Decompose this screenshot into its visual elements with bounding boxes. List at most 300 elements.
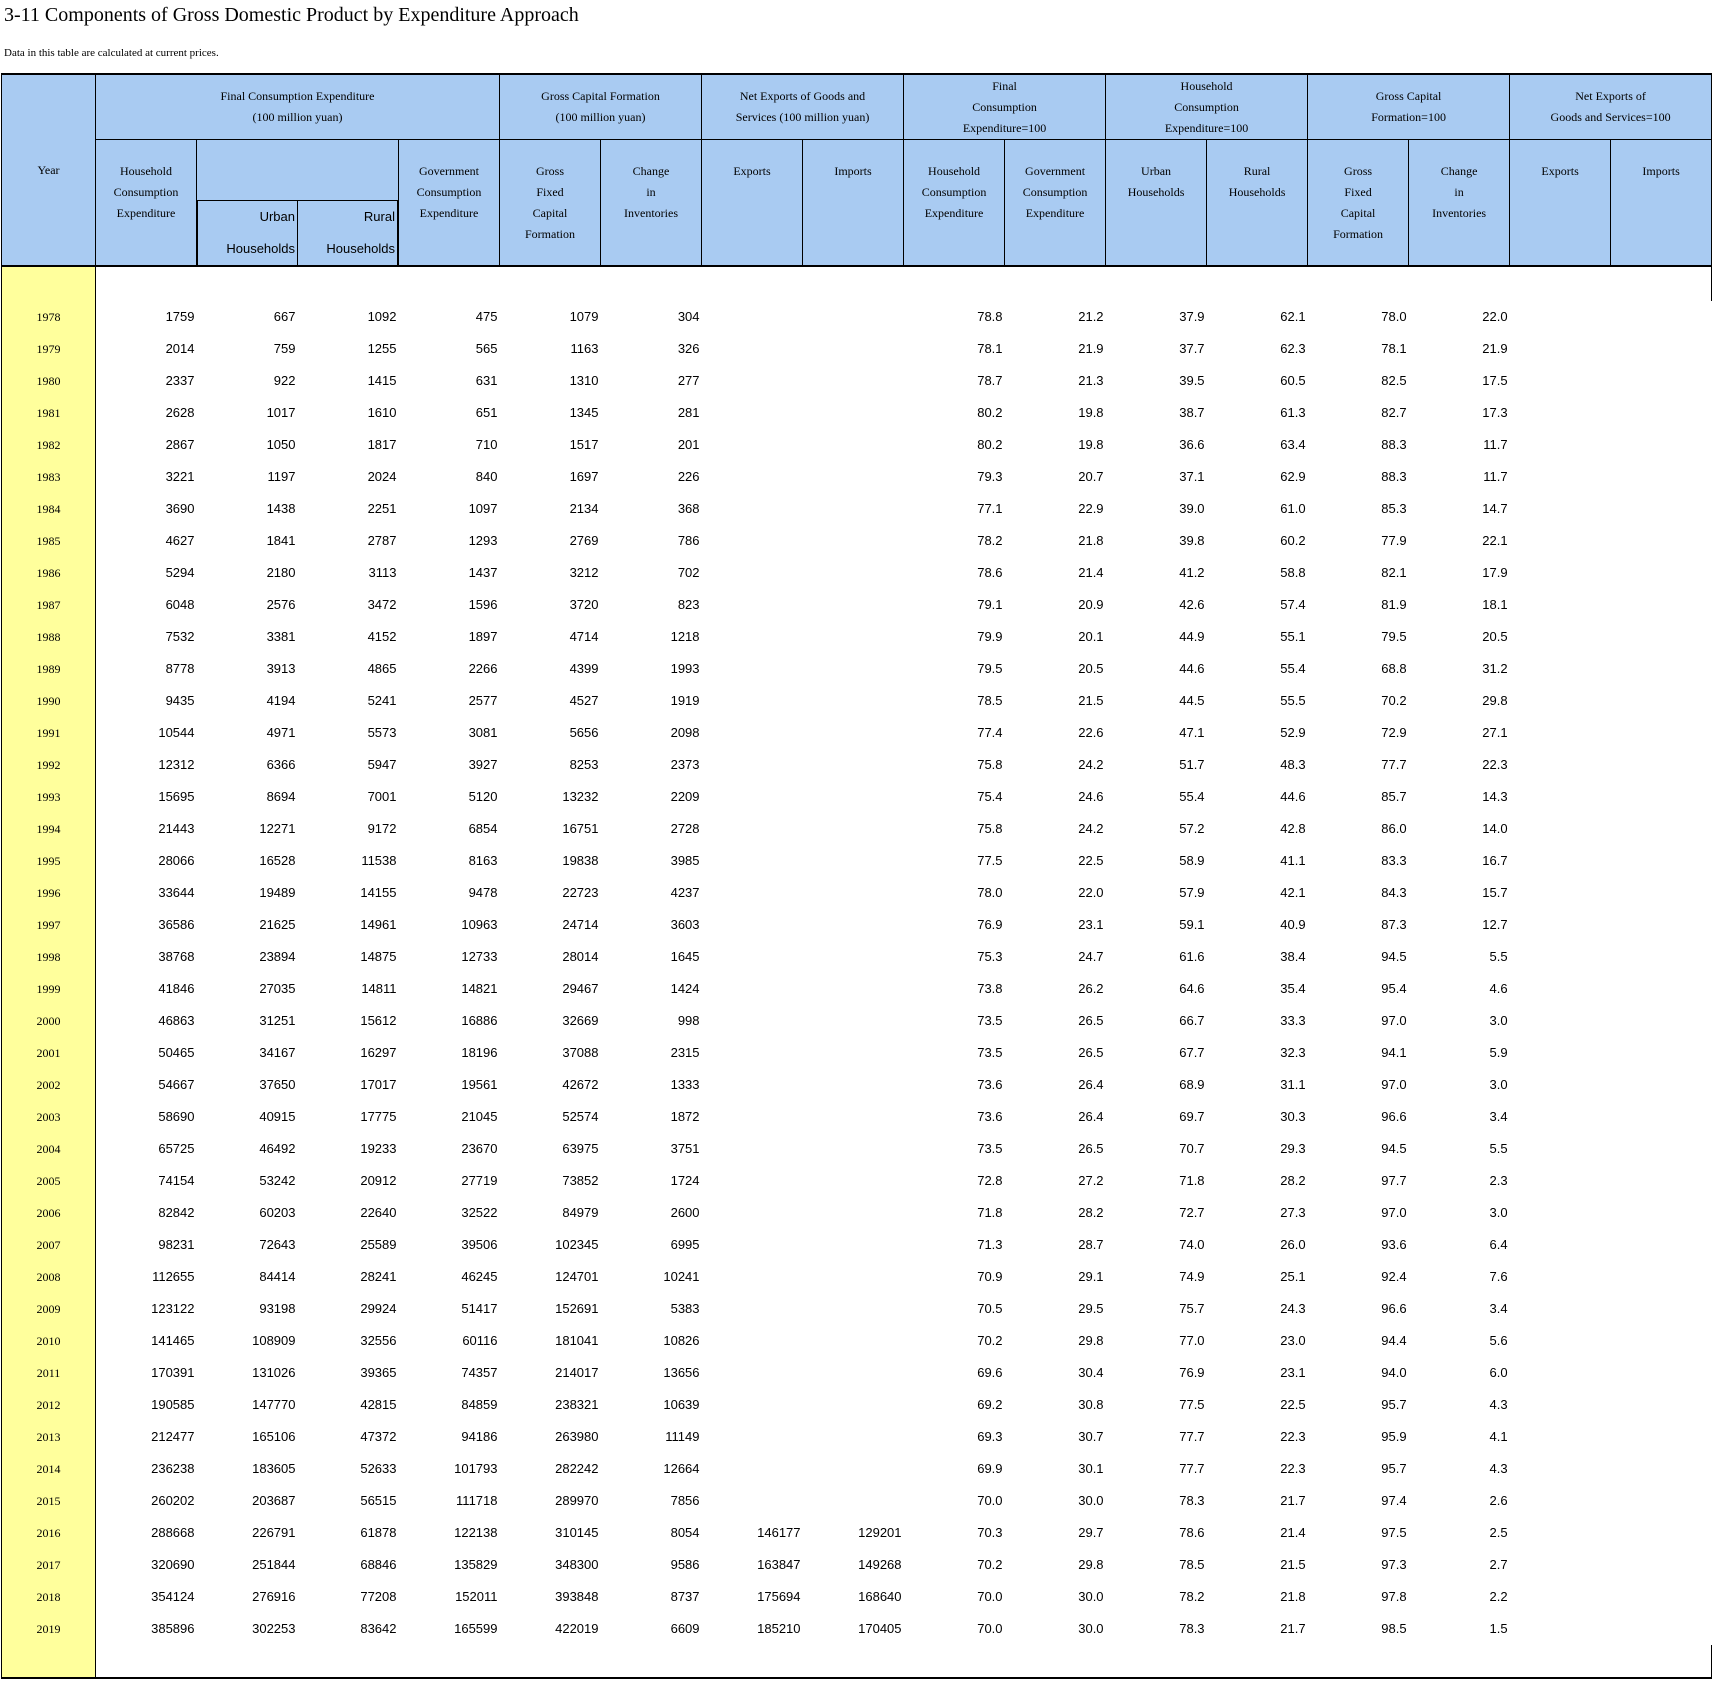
table-cell: 29.8 (1078, 1333, 1104, 1348)
table-cell: 475 (475, 309, 498, 324)
cell-year: 2017 (2, 1549, 96, 1581)
table-cell: 2577 (468, 693, 498, 708)
table-cell (803, 1453, 904, 1485)
table-cell: 72.7 (1179, 1205, 1205, 1220)
table-cell: 97.0 (1381, 1077, 1407, 1092)
table-cell (1510, 429, 1611, 461)
table-cell: 1897 (468, 629, 498, 644)
table-cell: 20.9 (1078, 597, 1104, 612)
table-cell (702, 749, 803, 781)
table-cell: 2251 (367, 501, 397, 516)
table-cell: 84859 (461, 1397, 498, 1412)
table-cell (1510, 365, 1611, 397)
table-cell: 1817 (367, 437, 397, 452)
table-row (2, 1037, 1712, 1069)
table-cell: 28.2 (1280, 1173, 1306, 1188)
table-cell: 26.5 (1078, 1045, 1104, 1060)
table-cell: 66.7 (1179, 1013, 1205, 1028)
table-cell: 73852 (562, 1173, 599, 1188)
cell-year: 1979 (2, 333, 96, 365)
table-cell: 1050 (266, 437, 296, 452)
table-cell: 8778 (96, 653, 197, 685)
table-cell: 21.2 (1078, 309, 1104, 324)
header-household-consumption-pct: Household Consumption Expenditure=100 (1106, 74, 1308, 140)
table-cell: 77208 (360, 1589, 397, 1604)
table-cell: 17775 (360, 1109, 397, 1124)
table-cell: 98.5 (1381, 1621, 1407, 1636)
table-cell: 20.5 (1482, 629, 1508, 644)
table-cell: 146177 (757, 1525, 801, 1540)
table-cell: 65725 (96, 1133, 197, 1165)
table-cell: 78.5 (1179, 1557, 1205, 1572)
table-cell: 17.3 (1482, 405, 1508, 420)
table-cell: 41846 (96, 973, 197, 1005)
table-cell: 1424 (670, 981, 700, 996)
table-cell: 79.3 (977, 469, 1003, 484)
table-cell: 28066 (96, 845, 197, 877)
table-cell: 42.1 (1280, 885, 1306, 900)
table-cell: 97.4 (1381, 1493, 1407, 1508)
table-cell: 5947 (367, 757, 397, 772)
table-cell: 5.6 (1489, 1333, 1508, 1348)
table-cell (1611, 877, 1712, 909)
cell-year: 2003 (2, 1101, 96, 1133)
table-cell (803, 1293, 904, 1325)
table-cell: 39.8 (1179, 533, 1205, 548)
table-cell (1510, 1197, 1611, 1229)
table-cell: 2098 (670, 725, 700, 740)
table-cell (1510, 301, 1611, 333)
cell-year: 2014 (2, 1453, 96, 1485)
table-cell: 60.5 (1280, 373, 1306, 388)
table-cell (1611, 1069, 1712, 1101)
table-cell: 70.2 (1381, 693, 1407, 708)
table-cell: 26.0 (1280, 1237, 1306, 1252)
table-cell: 9478 (468, 885, 498, 900)
table-cell: 98231 (96, 1229, 197, 1261)
table-cell (702, 1421, 803, 1453)
table-cell: 70.0 (977, 1621, 1003, 1636)
table-cell (1510, 1325, 1611, 1357)
table-cell: 226791 (252, 1525, 296, 1540)
table-cell (803, 365, 904, 397)
table-cell: 1345 (569, 405, 599, 420)
table-cell: 3927 (468, 757, 498, 772)
table-cell (702, 1261, 803, 1293)
table-cell: 22.5 (1078, 853, 1104, 868)
cell-year: 2007 (2, 1229, 96, 1261)
table-cell (702, 1357, 803, 1389)
table-row (2, 1165, 1712, 1197)
table-cell: 8694 (266, 789, 296, 804)
table-row (2, 845, 1712, 877)
table-cell: 28.2 (1078, 1205, 1104, 1220)
table-cell: 1163 (570, 341, 599, 356)
table-cell (1510, 557, 1611, 589)
table-cell: 8253 (569, 757, 599, 772)
cell-year: 2016 (2, 1517, 96, 1549)
table-cell: 37088 (562, 1045, 599, 1060)
table-cell: 33644 (96, 877, 197, 909)
table-cell: 27035 (259, 981, 296, 996)
table-cell: 48.3 (1280, 757, 1306, 772)
table-cell: 4399 (569, 661, 599, 676)
table-cell: 1438 (266, 501, 296, 516)
table-cell: 31.2 (1482, 661, 1508, 676)
table-cell: 17017 (360, 1077, 397, 1092)
table-cell: 17.9 (1482, 565, 1508, 580)
cell-year: 1982 (2, 429, 96, 461)
table-cell (1611, 397, 1712, 429)
table-cell: 131026 (252, 1365, 296, 1380)
table-row (2, 1485, 1712, 1517)
cell-year: 1993 (2, 781, 96, 813)
table-cell: 71.8 (977, 1205, 1003, 1220)
table-cell: 276916 (252, 1589, 296, 1604)
table-cell (1510, 461, 1611, 493)
table-cell: 77.4 (977, 725, 1003, 740)
table-cell (803, 1069, 904, 1101)
table-cell: 14961 (360, 917, 397, 932)
header-household-split (197, 140, 399, 267)
table-cell (702, 781, 803, 813)
table-cell (702, 973, 803, 1005)
table-cell (1611, 621, 1712, 653)
table-cell (1611, 1005, 1712, 1037)
table-cell: 2628 (96, 397, 197, 429)
table-cell (1611, 1197, 1712, 1229)
table-cell: 95.7 (1381, 1397, 1407, 1412)
table-cell: 77.7 (1179, 1461, 1205, 1476)
header-household-consumption: Household Consumption Expenditure (96, 140, 197, 267)
table-cell: 22.0 (1078, 885, 1104, 900)
table-cell: 1293 (468, 533, 498, 548)
table-cell: 3.0 (1489, 1077, 1508, 1092)
table-row (2, 717, 1712, 749)
table-cell (1510, 909, 1611, 941)
table-cell: 84979 (562, 1205, 599, 1220)
table-cell: 667 (273, 309, 296, 324)
table-cell: 129201 (858, 1525, 902, 1540)
table-cell: 63975 (562, 1141, 599, 1156)
table-cell: 5383 (670, 1301, 700, 1316)
table-cell: 4865 (367, 661, 397, 676)
table-cell: 5573 (367, 725, 397, 740)
table-cell: 183605 (252, 1461, 296, 1476)
table-cell: 12312 (96, 749, 197, 781)
table-cell: 46245 (461, 1269, 498, 1284)
table-cell: 18.1 (1482, 597, 1508, 612)
cell-year: 1989 (2, 653, 96, 685)
table-cell: 68.8 (1381, 661, 1407, 676)
cell-year: 1990 (2, 685, 96, 717)
table-cell (1510, 813, 1611, 845)
table-cell: 75.8 (977, 821, 1003, 836)
table-cell: 6854 (468, 821, 498, 836)
table-cell: 21.8 (1078, 533, 1104, 548)
table-cell: 304 (677, 309, 700, 324)
header-pct-gross-fixed: Gross Fixed Capital Formation (1308, 140, 1409, 267)
table-cell (1510, 685, 1611, 717)
table-cell: 30.1 (1078, 1461, 1104, 1476)
table-cell: 9586 (670, 1557, 700, 1572)
header-pct-household: Household Consumption Expenditure (904, 140, 1005, 267)
table-cell: 15612 (360, 1013, 397, 1028)
table-cell: 23.0 (1280, 1333, 1306, 1348)
table-cell: 94186 (461, 1429, 498, 1444)
table-cell (1510, 1613, 1611, 1645)
table-cell (1510, 1357, 1611, 1389)
table-cell: 70.2 (977, 1557, 1003, 1572)
table-cell: 1841 (266, 533, 296, 548)
table-cell (803, 1101, 904, 1133)
table-cell: 16297 (360, 1045, 397, 1060)
table-cell: 44.5 (1179, 693, 1205, 708)
table-cell: 61878 (360, 1525, 397, 1540)
table-cell: 32669 (562, 1013, 599, 1028)
table-cell: 21045 (461, 1109, 498, 1124)
table-cell: 3.0 (1489, 1013, 1508, 1028)
table-cell (803, 1037, 904, 1069)
table-cell: 76.9 (1179, 1365, 1205, 1380)
table-cell (702, 589, 803, 621)
table-cell: 36586 (96, 909, 197, 941)
cell-year: 2012 (2, 1389, 96, 1421)
table-cell: 1437 (468, 565, 498, 580)
spacer-row (2, 266, 1712, 301)
table-cell (803, 909, 904, 941)
table-row (2, 557, 1712, 589)
table-row (2, 365, 1712, 397)
table-cell: 57.4 (1280, 597, 1306, 612)
header-pct-change-inventories: Change in Inventories (1409, 140, 1510, 267)
table-cell: 21.7 (1280, 1493, 1306, 1508)
table-cell: 78.1 (977, 341, 1003, 356)
table-row (2, 493, 1712, 525)
table-cell (803, 621, 904, 653)
table-cell: 18196 (461, 1045, 498, 1060)
table-cell: 47372 (360, 1429, 397, 1444)
table-cell (803, 973, 904, 1005)
table-cell: 2.5 (1489, 1525, 1508, 1540)
cell-year: 2001 (2, 1037, 96, 1069)
table-cell: 281 (677, 405, 700, 420)
table-cell: 61.0 (1280, 501, 1306, 516)
table-cell (1510, 1517, 1611, 1549)
table-cell: 70.7 (1179, 1141, 1205, 1156)
table-cell: 11.7 (1483, 437, 1508, 452)
table-cell (803, 1165, 904, 1197)
table-cell: 1517 (569, 437, 599, 452)
table-cell: 38.7 (1179, 405, 1205, 420)
table-row (2, 1357, 1712, 1389)
table-cell: 82.1 (1381, 565, 1407, 580)
table-cell: 61.3 (1280, 405, 1306, 420)
table-cell (702, 1197, 803, 1229)
table-cell: 74154 (96, 1165, 197, 1197)
table-cell: 73.6 (977, 1077, 1003, 1092)
table-cell (702, 813, 803, 845)
table-cell: 310145 (555, 1525, 599, 1540)
table-cell: 14.0 (1482, 821, 1508, 836)
table-cell: 23670 (461, 1141, 498, 1156)
cell-year: 2000 (2, 1005, 96, 1037)
table-cell: 28014 (562, 949, 599, 964)
table-cell: 40915 (259, 1109, 296, 1124)
table-cell (1510, 749, 1611, 781)
table-cell: 52.9 (1280, 725, 1306, 740)
cell-year: 2009 (2, 1293, 96, 1325)
table-cell: 2787 (367, 533, 397, 548)
table-cell: 4.6 (1489, 981, 1508, 996)
table-cell (803, 685, 904, 717)
cell-year: 2006 (2, 1197, 96, 1229)
table-row (2, 909, 1712, 941)
table-cell: 80.2 (977, 405, 1003, 420)
cell-year: 2015 (2, 1485, 96, 1517)
table-cell: 73.8 (977, 981, 1003, 996)
table-cell (803, 429, 904, 461)
table-cell (1611, 1613, 1712, 1645)
table-cell: 203687 (252, 1493, 296, 1508)
table-cell: 78.7 (977, 373, 1003, 388)
table-cell: 25589 (360, 1237, 397, 1252)
table-cell (1510, 1261, 1611, 1293)
cell-year: 1981 (2, 397, 96, 429)
table-cell: 39.0 (1179, 501, 1205, 516)
table-cell: 122138 (454, 1525, 498, 1540)
table-cell (1611, 813, 1712, 845)
table-cell (702, 877, 803, 909)
cell-year: 1995 (2, 845, 96, 877)
table-cell: 38.4 (1280, 949, 1306, 964)
page-title: 3-11 Components of Gross Domestic Product by Expenditure Approach (4, 4, 579, 26)
table-cell (702, 1389, 803, 1421)
table-cell (1611, 973, 1712, 1005)
table-cell: 32556 (360, 1333, 397, 1348)
table-cell: 175694 (757, 1589, 801, 1604)
table-cell: 73.5 (977, 1141, 1003, 1156)
cell-year: 2002 (2, 1069, 96, 1101)
table-cell: 26.4 (1078, 1077, 1104, 1092)
table-cell (1611, 1517, 1712, 1549)
table-cell: 2209 (670, 789, 700, 804)
table-cell: 3720 (569, 597, 599, 612)
table-cell: 77.0 (1179, 1333, 1205, 1348)
table-cell: 46492 (259, 1141, 296, 1156)
table-cell: 1197 (267, 469, 296, 484)
table-row (2, 621, 1712, 653)
table-cell (702, 621, 803, 653)
table-cell (1510, 1133, 1611, 1165)
table-row (2, 877, 1712, 909)
table-cell: 70.0 (977, 1493, 1003, 1508)
table-cell: 96.6 (1381, 1109, 1407, 1124)
table-cell: 30.4 (1078, 1365, 1104, 1380)
table-cell: 60116 (462, 1333, 498, 1348)
table-cell: 78.3 (1179, 1493, 1205, 1508)
table-cell: 37650 (259, 1077, 296, 1092)
table-row (2, 1293, 1712, 1325)
table-cell: 710 (475, 437, 498, 452)
table-cell (702, 1069, 803, 1101)
table-row (2, 1325, 1712, 1357)
table-cell: 14821 (461, 981, 498, 996)
table-cell: 21.9 (1078, 341, 1104, 356)
table-cell: 78.6 (1179, 1525, 1205, 1540)
table-cell: 55.5 (1280, 693, 1306, 708)
table-cell (1510, 1485, 1611, 1517)
table-cell (1510, 1453, 1611, 1485)
table-cell: 3212 (569, 565, 599, 580)
table-cell: 11149 (665, 1429, 700, 1444)
table-cell: 14.3 (1482, 789, 1508, 804)
table-cell: 2134 (569, 501, 599, 516)
header-gross-fixed-capital: Gross Fixed Capital Formation (500, 140, 601, 267)
table-cell: 2.6 (1489, 1493, 1508, 1508)
table-cell (803, 1229, 904, 1261)
table-cell (702, 525, 803, 557)
table-cell: 21.5 (1280, 1557, 1306, 1572)
table-cell: 16528 (259, 853, 296, 868)
table-cell: 3.0 (1489, 1205, 1508, 1220)
table-cell: 21.9 (1482, 341, 1508, 356)
cell-year: 1992 (2, 749, 96, 781)
table-cell: 95.7 (1381, 1461, 1407, 1476)
table-cell: 22.1 (1482, 533, 1508, 548)
table-cell: 14.7 (1482, 501, 1508, 516)
table-row (2, 589, 1712, 621)
table-cell: 72.9 (1381, 725, 1407, 740)
table-cell: 42.8 (1280, 821, 1306, 836)
table-cell: 53242 (259, 1173, 296, 1188)
table-cell (1611, 1101, 1712, 1133)
header-final-consumption-pct: Final Consumption Expenditure=100 (904, 74, 1106, 140)
table-cell (1611, 1389, 1712, 1421)
table-cell: 101793 (454, 1461, 498, 1476)
table-cell: 108909 (252, 1333, 296, 1348)
table-cell: 6.0 (1489, 1365, 1508, 1380)
table-cell: 73.5 (977, 1045, 1003, 1060)
table-cell: 7532 (96, 621, 197, 653)
table-row (2, 1389, 1712, 1421)
header-rural-households: Rural Households (298, 201, 398, 266)
table-cell (1611, 365, 1712, 397)
table-cell: 998 (677, 1013, 700, 1028)
table-cell: 823 (677, 597, 700, 612)
table-cell: 37.7 (1179, 341, 1205, 356)
table-cell (1611, 333, 1712, 365)
table-cell: 78.6 (977, 565, 1003, 580)
table-cell (1510, 1389, 1611, 1421)
table-cell: 30.3 (1280, 1109, 1306, 1124)
table-cell: 97.7 (1381, 1173, 1407, 1188)
table-cell: 84414 (259, 1269, 296, 1284)
table-cell (702, 493, 803, 525)
table-cell: 86.0 (1381, 821, 1407, 836)
table-cell (702, 941, 803, 973)
table-cell: 19.8 (1078, 437, 1104, 452)
table-row (2, 301, 1712, 333)
table-cell: 62.9 (1280, 469, 1306, 484)
table-cell: 1645 (670, 949, 700, 964)
table-cell (702, 1485, 803, 1517)
table-cell: 20.5 (1078, 661, 1104, 676)
table-cell: 70.9 (977, 1269, 1003, 1284)
table-cell: 4.3 (1489, 1397, 1508, 1412)
table-cell: 74.9 (1179, 1269, 1205, 1284)
cell-year: 1980 (2, 365, 96, 397)
